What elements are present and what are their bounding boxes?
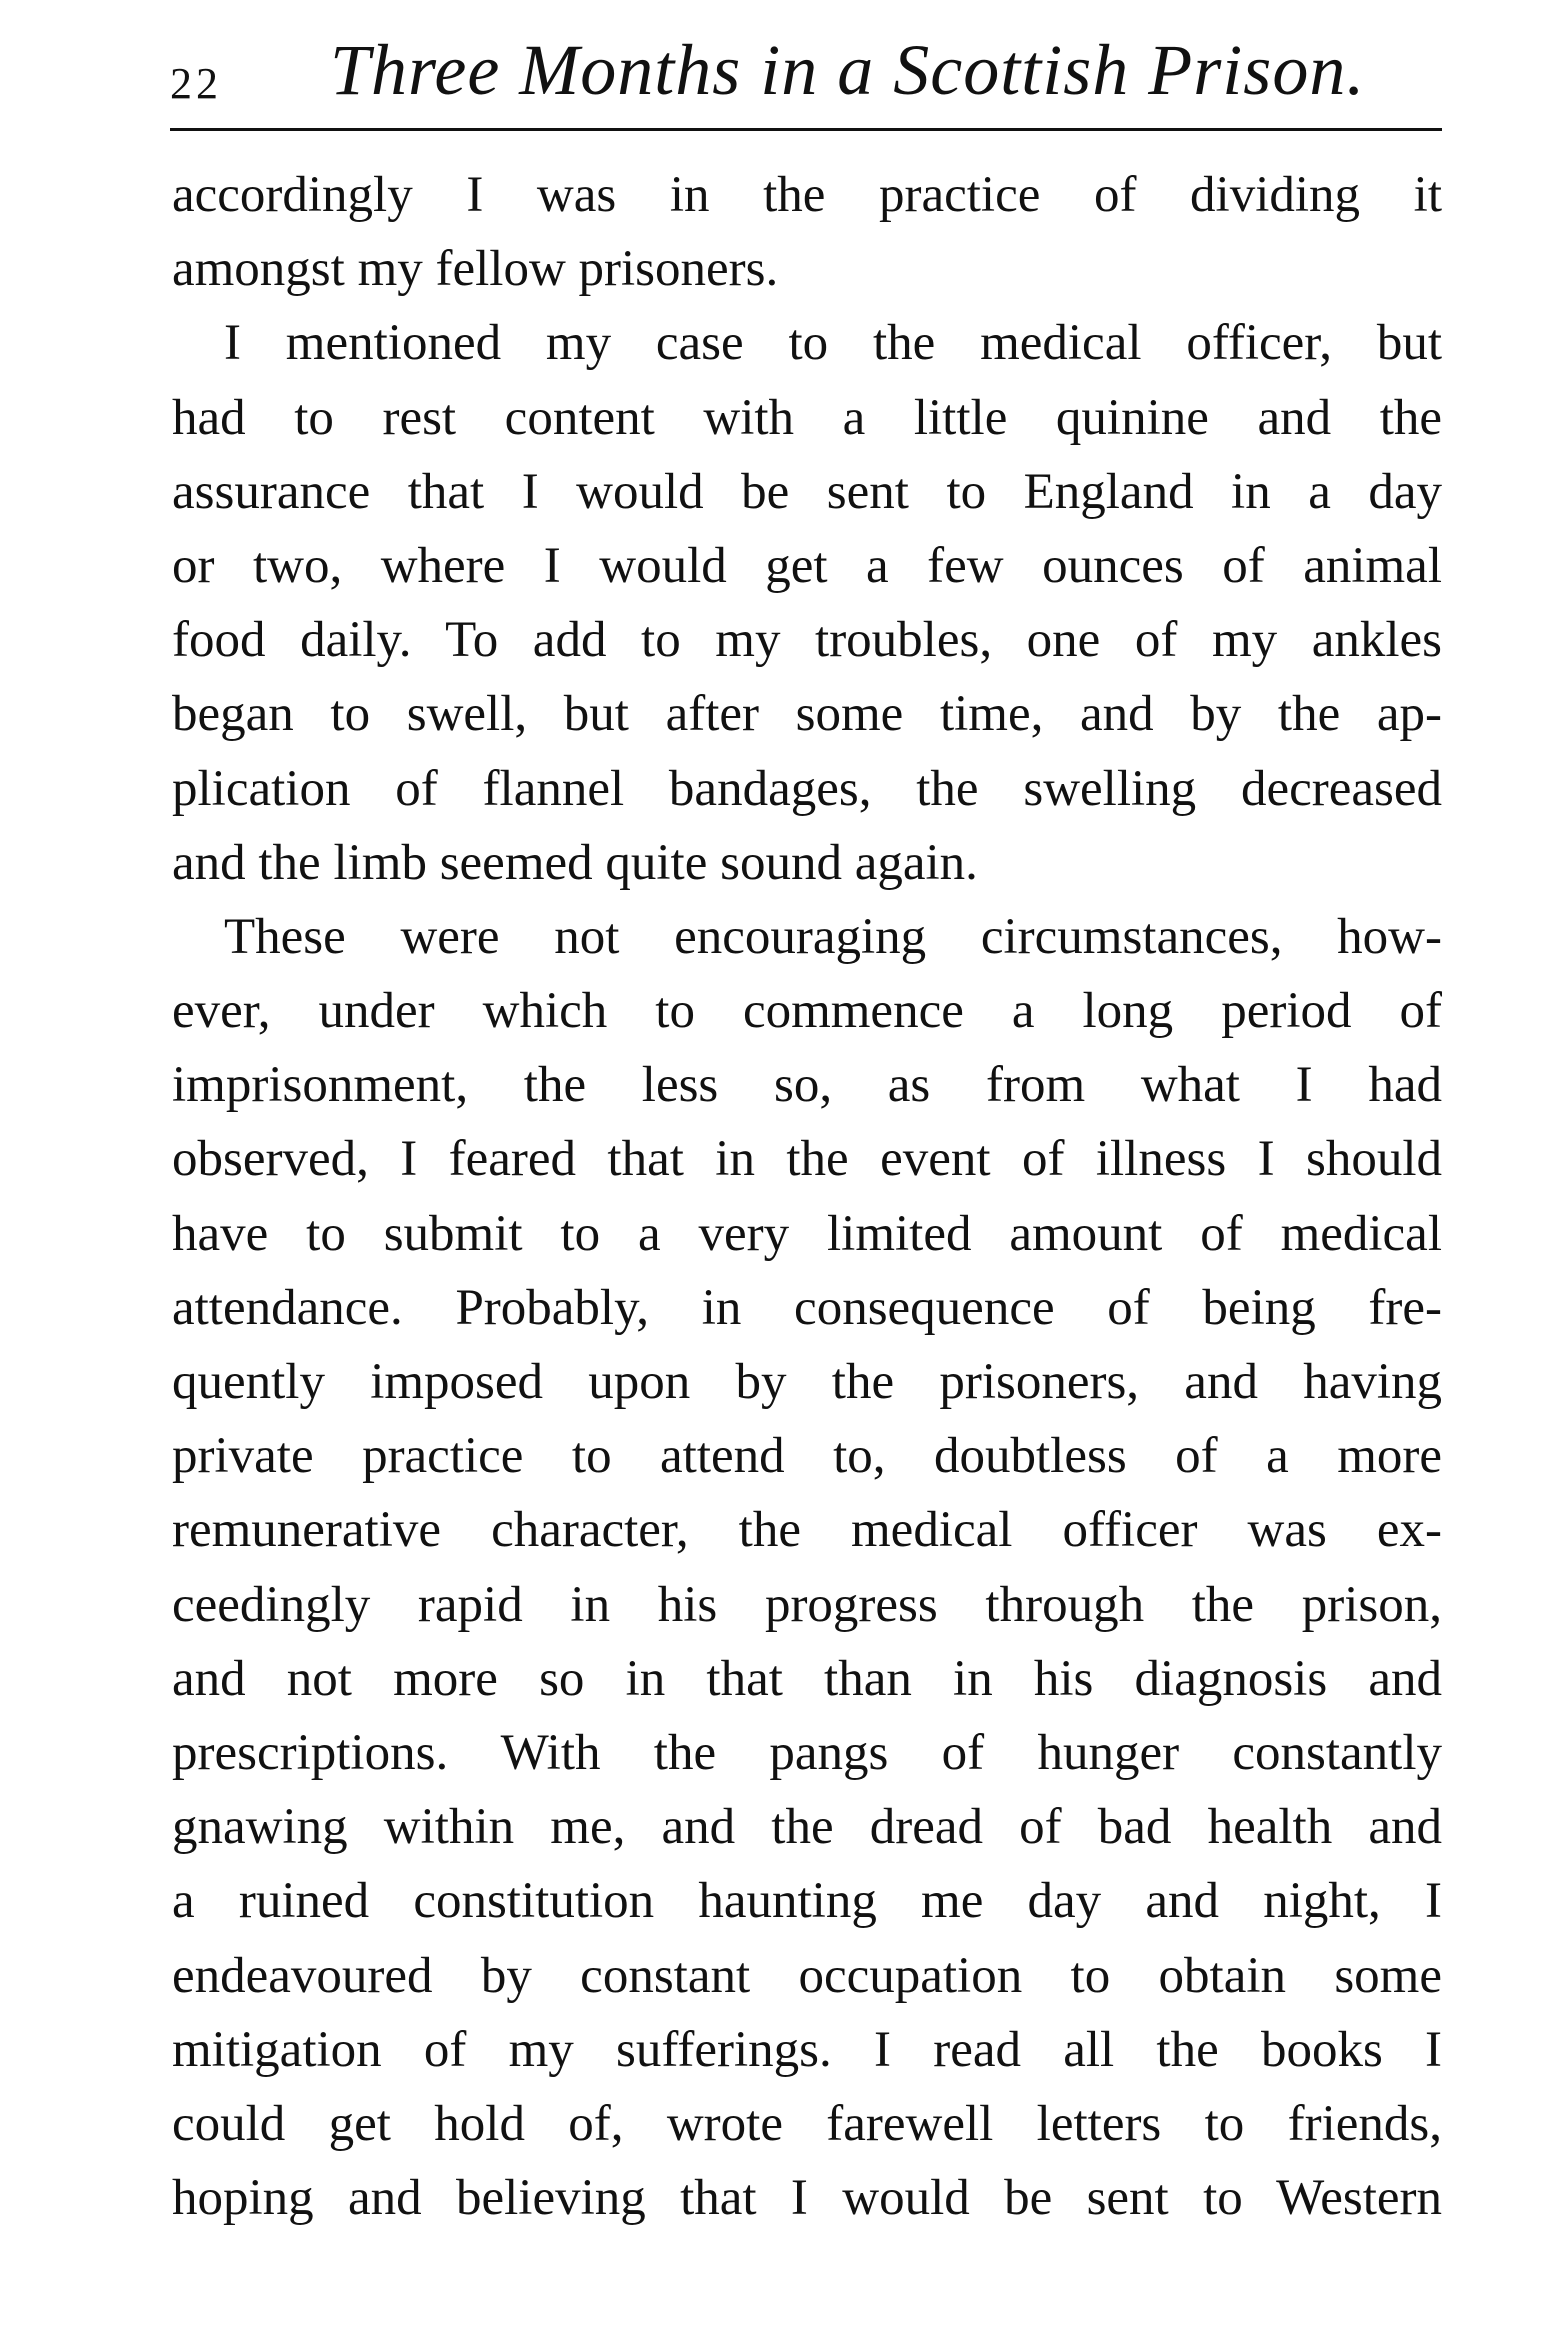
text-line: These were not encouraging circumstances, how-: [224, 908, 1442, 965]
text-line: attendance. Probably, in consequence of being fre-: [172, 1279, 1442, 1336]
text-line: could get hold of, wrote farewell letters to friends,: [172, 2095, 1442, 2152]
text-line: quently imposed upon by the prisoners, and having: [172, 1354, 1442, 1410]
page-header: [170, 20, 1440, 130]
text-line: plication of flannel bandages, the swelling decreased: [172, 760, 1442, 817]
text-line: accordingly I was in the practice of dividing it: [172, 167, 1442, 223]
text-line: I mentioned my case to the medical officer, but: [224, 315, 1442, 372]
text-line: amongst my fellow prisoners.: [172, 241, 779, 298]
text-line: mitigation of my sufferings. I read all the books I: [172, 2021, 1442, 2078]
header-rule: [170, 128, 1442, 131]
text-line: had to rest content with a little quinine and the: [172, 389, 1442, 446]
text-line: ever, under which to commence a long period of: [172, 983, 1442, 1040]
text-line: and not more so in that than in his diagnosis and: [172, 1650, 1442, 1707]
text-line: private practice to attend to, doubtless of a more: [172, 1428, 1442, 1485]
text-line: remunerative character, the medical officer was ex-: [172, 1502, 1442, 1559]
text-line: a ruined constitution haunting me day and night, I: [172, 1873, 1442, 1930]
text-line: prescriptions. With the pangs of hunger constantly: [172, 1724, 1442, 1781]
text-line: or two, where I would get a few ounces of animal: [172, 537, 1442, 594]
text-line: ceedingly rapid in his progress through the prison,: [172, 1576, 1442, 1633]
text-line: imprisonment, the less so, as from what I had: [172, 1057, 1442, 1114]
running-title: Three Months in a Scottish Prison.: [330, 30, 1366, 110]
text-line: have to submit to a very limited amount of medical: [172, 1205, 1442, 1262]
text-line: gnawing within me, and the dread of bad health and: [172, 1799, 1442, 1856]
text-line: observed, I feared that in the event of illness I should: [172, 1131, 1442, 1188]
text-line: endeavoured by constant occupation to obtain some: [172, 1947, 1442, 2004]
text-line: assurance that I would be sent to England in a day: [172, 463, 1442, 520]
text-line: hoping and believing that I would be sent to Western: [172, 2170, 1442, 2227]
page-number: 22: [170, 59, 222, 108]
body-text: [172, 158, 1442, 2235]
text-line: and the limb seemed quite sound again.: [172, 834, 978, 891]
text-line: began to swell, but after some time, and by the ap-: [172, 686, 1442, 743]
text-line: food daily. To add to my troubles, one of my ankles: [172, 612, 1442, 669]
